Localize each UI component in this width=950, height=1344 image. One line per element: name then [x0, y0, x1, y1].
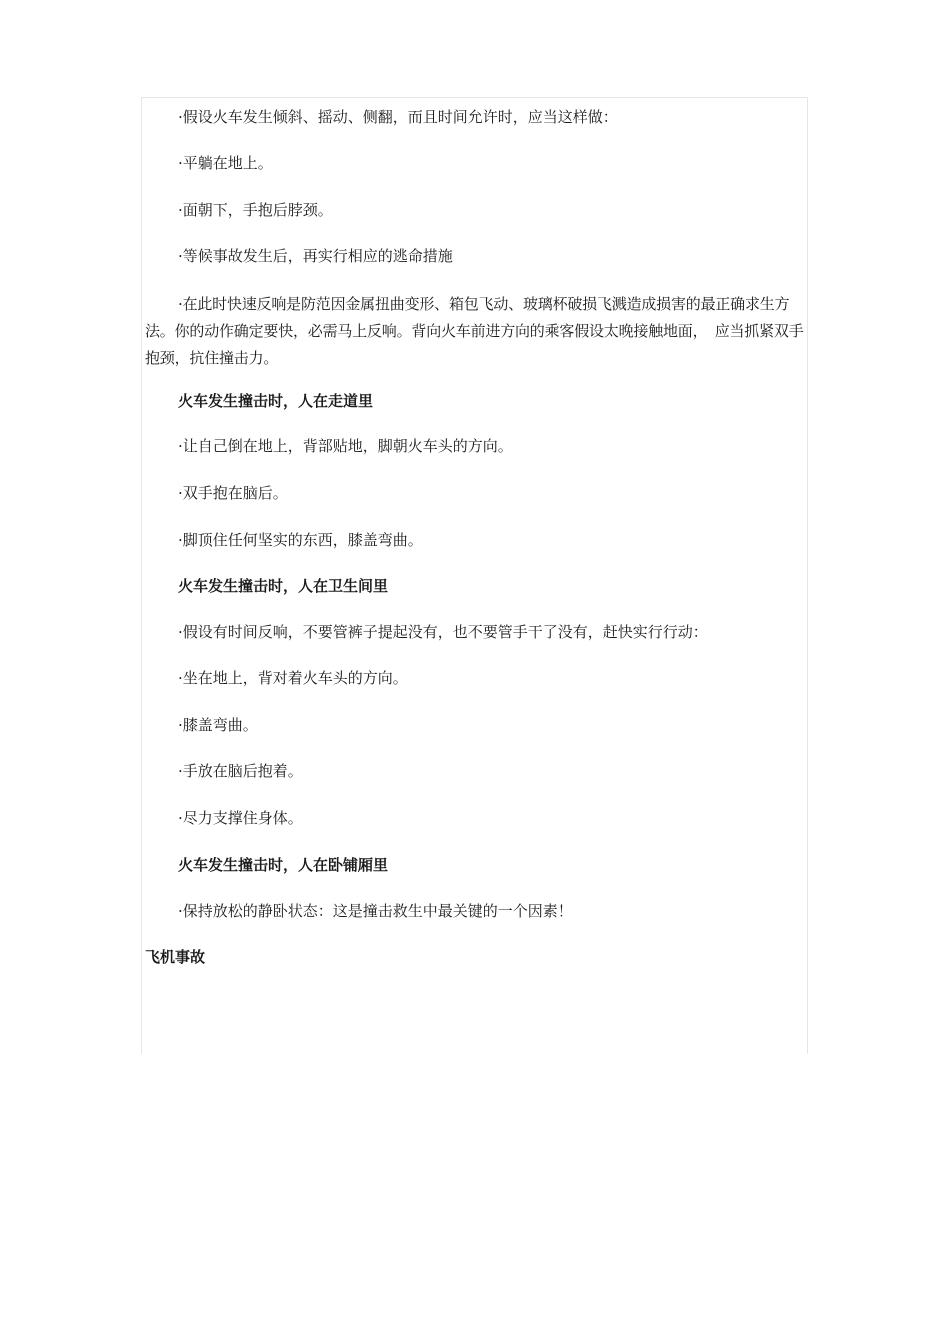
- text-line: ·等候事故发生后，再实行相应的逃命措施: [178, 247, 453, 265]
- list-item: ·保持放松的静卧状态：这是撞击救生中最关键的一个因素！: [178, 902, 573, 920]
- body-paragraph: ·在此时快速反响是防范因金属扭曲变形、箱包飞动、玻璃杯破损飞溅造成损害的最正确求生方法。你的动作确定要快，必需马上反响。背向火车前进方向的乘客假设太晚接触地面， 应当抓紧双手抱颈，抗住撞击力。: [145, 295, 804, 367]
- section-heading-aisle: 火车发生撞击时，人在走道里: [178, 392, 374, 410]
- text-line: ·假设火车发生倾斜、摇动、侧翻，而且时间允许时，应当这样做：: [178, 108, 618, 126]
- list-item: ·脚顶住任何坚实的东西，膝盖弯曲。: [178, 531, 423, 549]
- list-item: ·双手抱在脑后。: [178, 484, 288, 502]
- text-line: ·平躺在地上。: [178, 154, 273, 172]
- list-item: ·膝盖弯曲。: [178, 716, 258, 734]
- list-item: ·假设有时间反响，不要管裤子提起没有，也不要管手干了没有，赶快实行行动：: [178, 623, 708, 641]
- text-line: ·面朝下，手抱后脖颈。: [178, 201, 333, 219]
- list-item: ·坐在地上，背对着火车头的方向。: [178, 669, 408, 687]
- list-item: ·手放在脑后抱着。: [178, 762, 303, 780]
- next-section-heading: 飞机事故: [145, 948, 206, 966]
- list-item: ·尽力支撑住身体。: [178, 809, 303, 827]
- section-heading-sleeper: 火车发生撞击时，人在卧铺厢里: [178, 856, 389, 874]
- list-item: ·让自己倒在地上，背部贴地，脚朝火车头的方向。: [178, 437, 513, 455]
- section-heading-restroom: 火车发生撞击时，人在卫生间里: [178, 577, 389, 595]
